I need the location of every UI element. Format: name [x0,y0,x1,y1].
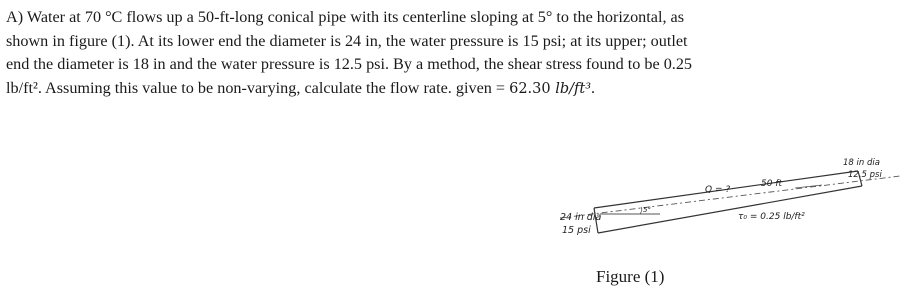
angle-label: 5° [643,206,651,214]
shear-stress-label: τ₀ = 0.25 lb/ft² [738,212,805,222]
problem-line-3: end the diameter is 18 in and the water pressure is 12.5 psi. By a method, the shear stress found to be 0.25 [6,55,693,73]
problem-line-4-end: . [591,78,596,97]
problem-line-2: shown in figure (1). At its lower end the diameter is 24 in, the water pressure is 15 psi; at its upper; outlet [6,31,688,50]
lower-pressure-label: 15 psi [562,225,591,236]
pipe-length-label: 50 ft [761,179,783,189]
specific-weight-unit: lb/ft³ [555,80,592,97]
lower-diameter-label: 24 in dia [560,212,602,223]
problem-line-4-text: lb/ft². Assuming this value to be non-varying, calculate the flow rate. given = [6,78,510,97]
length-arrow-line [795,185,822,188]
upper-pressure-label: 12.5 psi [848,170,882,180]
problem-line-1: A) Water at 70 °C flows up a 50-ft-long conical pipe with its centerline sloping at 5° to the horizontal, as [6,8,685,26]
upper-diameter-label: 18 in dia [843,158,880,168]
figure-caption: Figure (1) [596,267,665,286]
flow-rate-label: Q = ? [705,185,731,195]
specific-weight-value: 62.30 [509,80,551,97]
pipe-body [594,171,862,233]
pipe-centerline [560,176,900,218]
